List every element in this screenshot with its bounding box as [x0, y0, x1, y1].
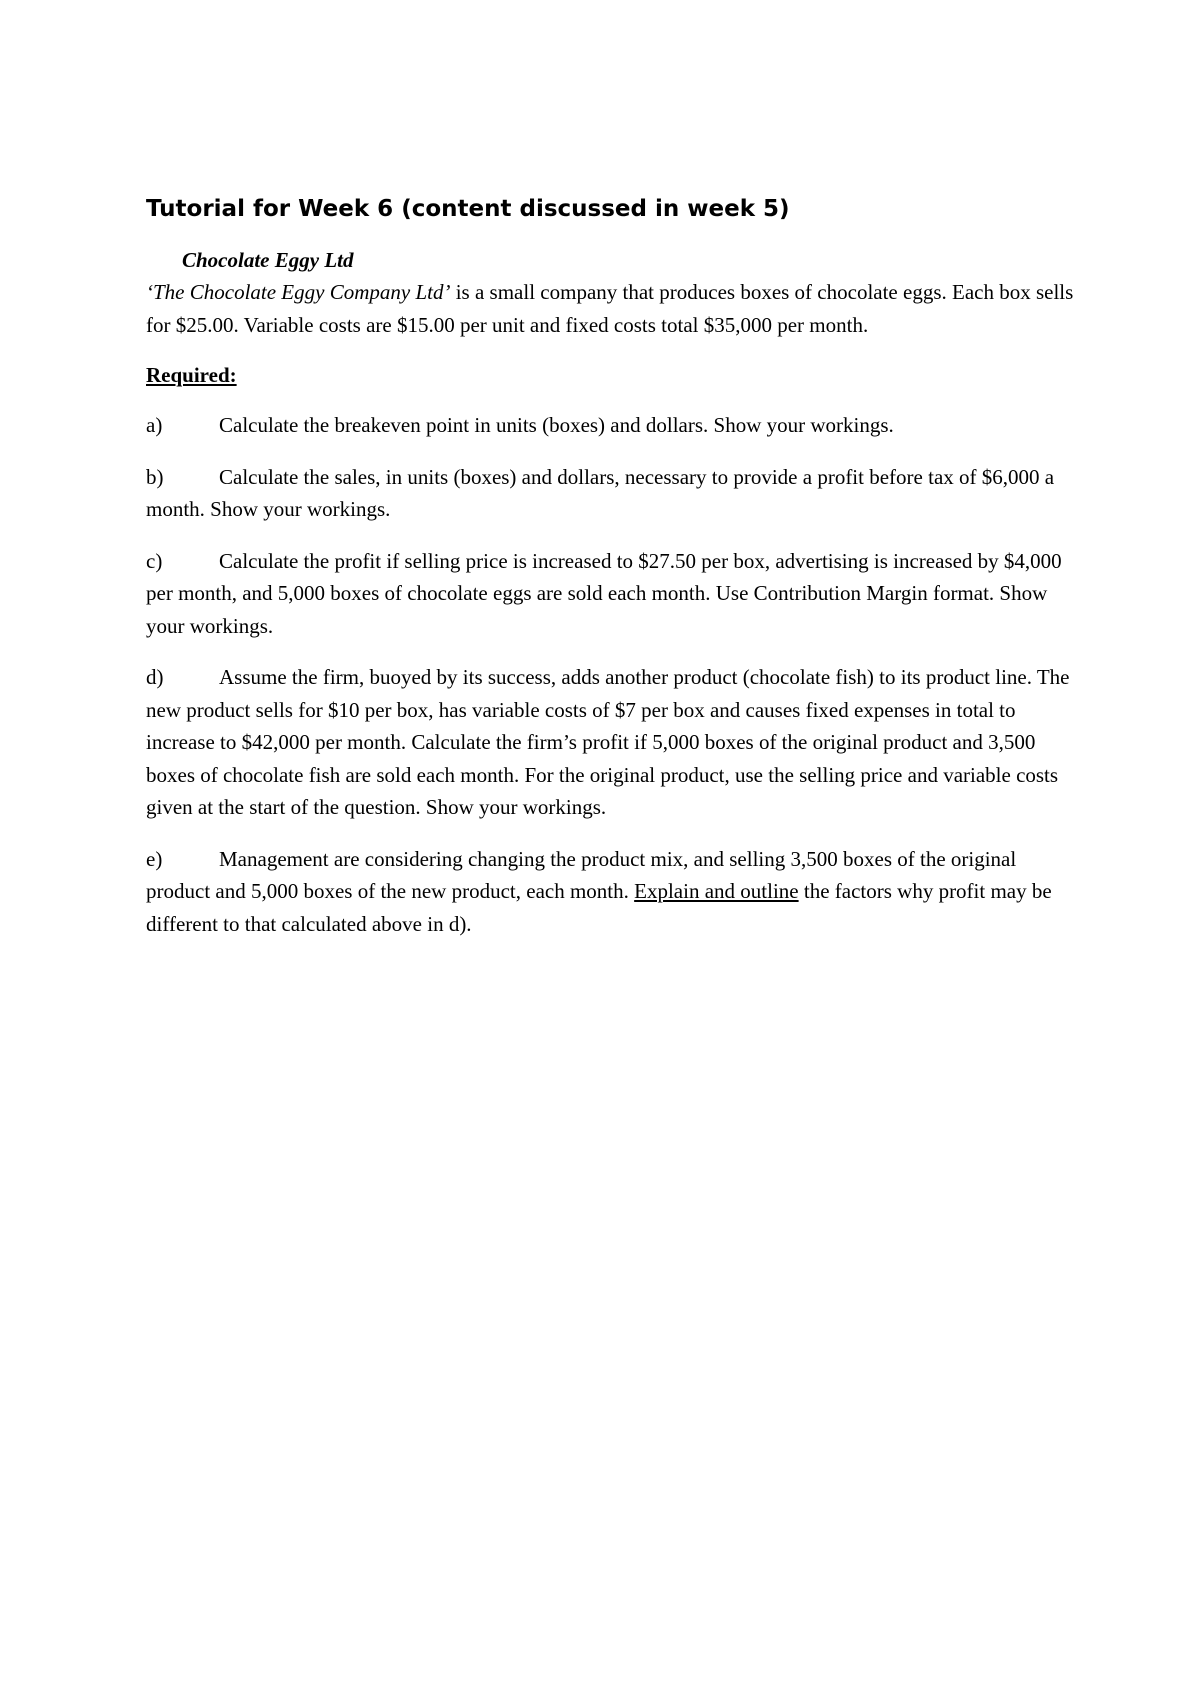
question-text-underlined: Explain and outline: [634, 879, 799, 903]
question-a: [146, 409, 1076, 442]
company-name: ‘The Chocolate Eggy Company Ltd’: [146, 280, 451, 304]
question-letter: b): [146, 464, 164, 489]
question-letter: d): [146, 665, 164, 689]
question-letter: c): [146, 548, 163, 573]
question-letter: e): [146, 846, 163, 871]
document-content: [146, 192, 1076, 959]
question-letter: a): [146, 413, 163, 437]
case-heading: Chocolate Eggy Ltd: [182, 248, 354, 272]
question-d: [146, 661, 1076, 824]
page-title: Tutorial for Week 6 (content discussed in week 5): [146, 196, 790, 222]
intro-text: is a small company that produces boxes of chocolate eggs. Each box sells for $25.00. Variable costs are $15.00 per unit and fixed costs total $35,000 per month.: [146, 280, 1074, 337]
question-c: [146, 545, 1076, 643]
question-text: Calculate the profit if selling price is increased to $27.50 per box, advertising is increased by $4,000 per month, and 5,000 boxes of chocolate eggs are sold each month. Use Contribution Margin format. Show your workings.: [146, 548, 1062, 638]
question-b: [146, 461, 1076, 526]
intro-paragraph: [146, 276, 1076, 341]
question-text: Calculate the breakeven point in units (boxes) and dollars. Show your workings.: [219, 413, 894, 437]
question-text-after: the factors why profit may be different to that calculated above in d).: [146, 879, 1052, 936]
question-text: Calculate the sales, in units (boxes) and dollars, necessary to provide a profit before tax of $6,000 a month. Show your workings.: [146, 464, 1055, 521]
question-text-before: Management are considering changing the product mix, and selling 3,500 boxes of the original product and 5,000 boxes of the new product, each month.: [146, 846, 1017, 903]
question-e: [146, 843, 1076, 941]
question-text: Assume the firm, buoyed by its success, adds another product (chocolate fish) to its product line. The new product sells for $10 per box, has variable costs of $7 per box and causes fixed expenses in total to increase to $42,000 per month. Calculate the firm’s profit if 5,000 boxes of the original product and 3,500 boxes of chocolate fish are sold each month. For the original product, use the selling price and variable costs given at the start of the question. Show your workings.: [146, 665, 1070, 819]
required-label: Required:: [146, 363, 237, 387]
